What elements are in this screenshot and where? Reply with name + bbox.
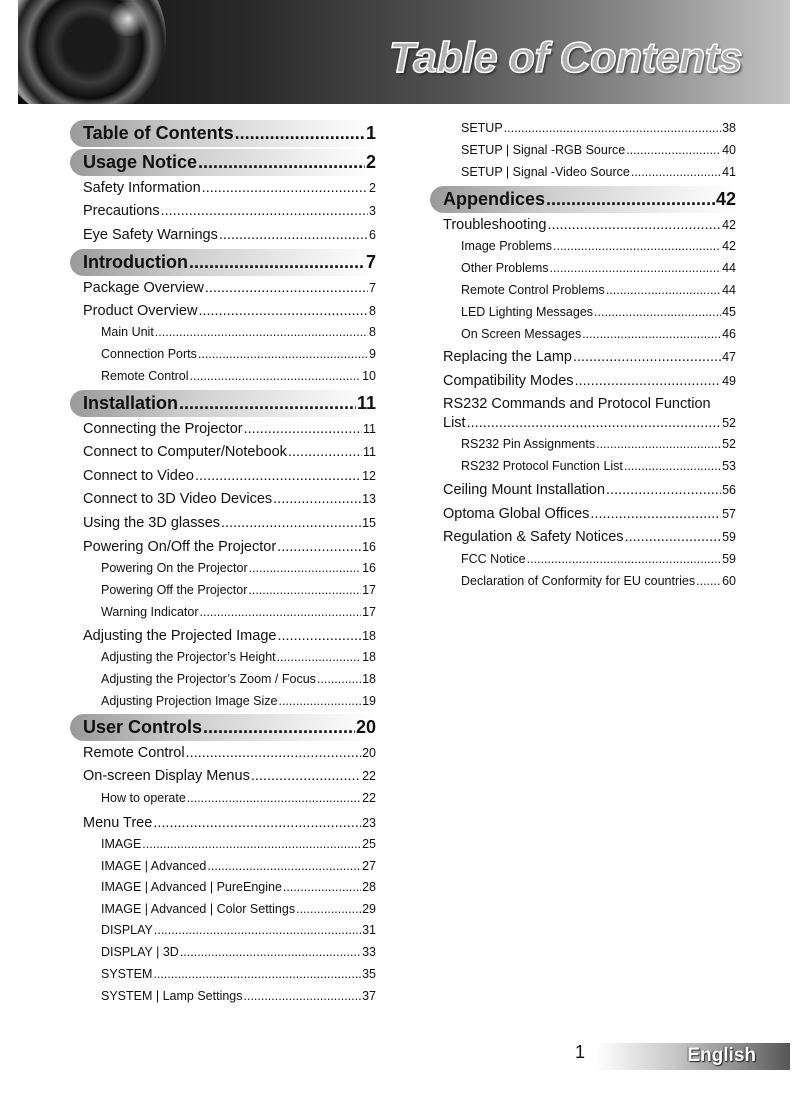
toc-entry[interactable] (101, 561, 376, 575)
toc-leader-dots (221, 515, 361, 531)
toc-entry-title: SYSTEM | Lamp Settings (101, 989, 243, 1003)
toc-leader-dots (317, 672, 361, 686)
toc-leader-dots (153, 967, 361, 981)
toc-entry-page: 22 (362, 791, 376, 805)
toc-entry-title: DISPLAY | 3D (101, 945, 179, 959)
toc-section-page: 11 (356, 393, 376, 413)
toc-leader-dots (606, 283, 721, 297)
toc-section-page: 1 (365, 123, 376, 143)
toc-entry-title: FCC Notice (461, 552, 526, 566)
toc-entry-title: Regulation & Safety Notices (443, 529, 624, 545)
toc-entry[interactable] (443, 482, 736, 498)
toc-entry[interactable] (83, 421, 376, 437)
toc-leader-dots (161, 203, 368, 219)
toc-entry[interactable] (83, 745, 376, 761)
toc-leader-dots (179, 393, 356, 414)
toc-entry[interactable] (83, 303, 376, 319)
toc-entry-page: 16 (362, 561, 376, 575)
toc-entry-page: 35 (362, 967, 376, 981)
toc-entry-page: 11 (363, 445, 376, 459)
toc-entry-page: 59 (722, 530, 736, 544)
toc-entry-page: 2 (369, 181, 376, 195)
toc-entry-title: Warning Indicator (101, 605, 199, 619)
toc-entry-title: SYSTEM (101, 967, 153, 981)
toc-entry-title: Connect to Video (83, 468, 194, 484)
toc-leader-dots (277, 650, 361, 664)
toc-entry[interactable] (101, 672, 376, 686)
toc-entry[interactable] (461, 305, 736, 319)
toc-entry-page: 60 (722, 574, 736, 588)
toc-entry-title: Connecting the Projector (83, 421, 243, 437)
toc-section-page: 7 (365, 252, 376, 272)
toc-entry-title: How to operate (101, 791, 186, 805)
toc-entry-page: 11 (363, 422, 376, 436)
toc-entry-page: 44 (722, 261, 736, 275)
toc-entry-page: 56 (722, 483, 736, 497)
toc-entry-title: SETUP | Signal -RGB Source (461, 143, 626, 157)
toc-entry-page: 8 (369, 325, 376, 339)
toc-leader-dots (626, 143, 721, 157)
toc-entry-page: 23 (362, 816, 376, 830)
toc-leader-dots (277, 539, 361, 555)
toc-entry-title: Powering Off the Projector (101, 583, 248, 597)
toc-entry[interactable] (461, 437, 736, 451)
toc-leader-dots (594, 305, 721, 319)
toc-entry[interactable] (101, 902, 376, 916)
toc-leader-dots (582, 327, 721, 341)
toc-entry-title: On-screen Display Menus (83, 768, 250, 784)
toc-leader-dots (205, 280, 368, 296)
toc-entry-title: Optoma Global Offices (443, 506, 590, 522)
toc-leader-dots (187, 791, 361, 805)
toc-entry-title: List (443, 415, 466, 431)
toc-entry[interactable] (443, 396, 736, 412)
toc-entry[interactable] (101, 967, 376, 981)
toc-leader-dots (235, 123, 365, 144)
toc-entry-page: 37 (362, 989, 376, 1003)
toc-entry-title: Remote Control (101, 369, 189, 383)
toc-entry[interactable] (83, 491, 376, 507)
toc-section-title: Installation (83, 393, 179, 413)
toc-entry-title: Connection Ports (101, 347, 197, 361)
toc-section-header[interactable] (70, 249, 376, 276)
toc-leader-dots (504, 121, 721, 135)
toc-entry-title: Adjusting the Projected Image (83, 628, 277, 644)
toc-entry-title: Main Unit (101, 325, 154, 339)
toc-entry-page: 19 (362, 694, 376, 708)
toc-leader-dots (553, 239, 721, 253)
toc-entry-title: DISPLAY (101, 923, 153, 937)
toc-entry-page: 18 (362, 672, 376, 686)
toc-leader-dots (248, 583, 361, 597)
toc-entry[interactable] (83, 768, 376, 784)
toc-entry-title: Ceiling Mount Installation (443, 482, 606, 498)
toc-entry-title: IMAGE | Advanced | PureEngine (101, 880, 282, 894)
toc-entry-continuation[interactable] (443, 415, 736, 431)
toc-leader-dots (590, 506, 721, 522)
toc-entry-title: Powering On/Off the Projector (83, 539, 277, 555)
toc-leader-dots (202, 180, 368, 196)
toc-entry[interactable] (461, 283, 736, 297)
toc-section-title: User Controls (83, 717, 203, 737)
lens-highlight (106, 2, 150, 36)
toc-entry-title: Compatibility Modes (443, 373, 574, 389)
toc-entry[interactable] (461, 143, 736, 157)
toc-entry-page: 6 (369, 228, 376, 242)
toc-entry-page: 41 (722, 165, 736, 179)
toc-leader-dots (155, 325, 368, 339)
toc-leader-dots (606, 482, 721, 498)
toc-entry[interactable] (461, 261, 736, 275)
toc-entry-page: 20 (362, 746, 376, 760)
toc-leader-dots (624, 459, 721, 473)
toc-entry[interactable] (101, 859, 376, 873)
toc-entry-page: 27 (362, 859, 376, 873)
toc-entry-title: Remote Control Problems (461, 283, 605, 297)
toc-entry-page: 3 (369, 204, 376, 218)
toc-leader-dots (153, 815, 361, 831)
toc-leader-dots (547, 217, 721, 233)
toc-entry-page: 42 (722, 218, 736, 232)
toc-entry-page: 16 (362, 540, 376, 554)
toc-entry[interactable] (443, 373, 736, 389)
toc-entry-page: 10 (362, 369, 376, 383)
toc-entry[interactable] (83, 203, 376, 219)
toc-leader-dots (249, 561, 361, 575)
toc-entry[interactable] (83, 280, 376, 296)
toc-section-header[interactable] (70, 120, 376, 147)
toc-leader-dots (180, 945, 361, 959)
toc-entry[interactable] (443, 529, 736, 545)
toc-leader-dots (296, 902, 361, 916)
toc-entry[interactable] (461, 574, 736, 588)
toc-entry[interactable] (443, 506, 736, 522)
toc-leader-dots (198, 347, 368, 361)
toc-section-header[interactable] (70, 149, 376, 176)
toc-entry[interactable] (443, 217, 736, 233)
toc-entry[interactable] (101, 325, 376, 339)
header-banner (18, 0, 790, 104)
toc-entry-title: Adjusting the Projector’s Height (101, 650, 276, 664)
toc-leader-dots (575, 373, 722, 389)
toc-leader-dots (278, 694, 361, 708)
toc-entry[interactable] (461, 552, 736, 566)
toc-entry-page: 13 (362, 492, 376, 506)
toc-entry-page: 38 (722, 121, 736, 135)
toc-entry-title: Powering On the Projector (101, 561, 248, 575)
toc-entry[interactable] (461, 459, 736, 473)
toc-entry-page: 9 (369, 347, 376, 361)
toc-entry-title: LED Lighting Messages (461, 305, 594, 319)
toc-entry[interactable] (461, 327, 736, 341)
toc-entry-page: 17 (362, 605, 376, 619)
toc-leader-dots (283, 880, 361, 894)
toc-entry-page: 25 (362, 837, 376, 851)
toc-entry-title: On Screen Messages (461, 327, 582, 341)
toc-entry-title: Product Overview (83, 303, 198, 319)
toc-entry-title: Other Problems (461, 261, 549, 275)
toc-entry-title: Package Overview (83, 280, 204, 296)
toc-entry-page: 18 (362, 650, 376, 664)
toc-entry-page: 15 (362, 516, 376, 530)
toc-entry[interactable] (83, 444, 376, 460)
footer-language-label: English (687, 1045, 756, 1066)
toc-leader-dots (198, 152, 365, 173)
toc-entry[interactable] (101, 369, 376, 383)
toc-section-page: 42 (715, 189, 736, 209)
toc-section-header[interactable] (430, 186, 736, 213)
toc-section-page: 2 (365, 152, 376, 172)
toc-entry-page: 12 (362, 469, 376, 483)
toc-leader-dots (625, 529, 722, 545)
toc-entry-page: 28 (362, 880, 376, 894)
toc-entry-page: 7 (369, 281, 376, 295)
toc-leader-dots (550, 261, 722, 275)
toc-leader-dots (467, 415, 722, 431)
toc-entry-page: 47 (722, 350, 736, 364)
toc-entry-page: 59 (722, 552, 736, 566)
toc-entry[interactable] (83, 515, 376, 531)
toc-entry-page: 46 (722, 327, 736, 341)
toc-leader-dots (189, 252, 365, 273)
toc-entry-page: 31 (362, 923, 376, 937)
toc-entry-page: 53 (722, 459, 736, 473)
toc-leader-dots (277, 628, 361, 644)
toc-section-header[interactable] (70, 390, 376, 417)
toc-entry[interactable] (101, 347, 376, 361)
toc-section-title: Appendices (443, 189, 546, 209)
toc-entry-title: Connect to 3D Video Devices (83, 491, 273, 507)
toc-entry[interactable] (101, 837, 376, 851)
toc-leader-dots (244, 421, 362, 437)
toc-entry-page: 17 (362, 583, 376, 597)
toc-entry-title: Adjusting Projection Image Size (101, 694, 278, 708)
toc-section-title: Table of Contents (83, 123, 234, 143)
toc-entry-page: 40 (722, 143, 736, 157)
toc-leader-dots (195, 468, 361, 484)
toc-entry[interactable] (83, 628, 376, 644)
toc-entry[interactable] (461, 239, 736, 253)
toc-entry-title: SETUP (461, 121, 503, 135)
toc-leader-dots (142, 837, 361, 851)
toc-entry[interactable] (101, 791, 376, 805)
toc-section-title: Usage Notice (83, 152, 198, 172)
toc-entry-title: Safety Information (83, 180, 201, 196)
toc-entry[interactable] (101, 583, 376, 597)
toc-leader-dots (527, 552, 722, 566)
toc-leader-dots (200, 605, 362, 619)
toc-entry-page: 44 (722, 283, 736, 297)
toc-leader-dots (186, 745, 362, 761)
toc-leader-dots (244, 989, 362, 1003)
toc-entry-title: Eye Safety Warnings (83, 227, 218, 243)
toc-entry-title: IMAGE (101, 837, 142, 851)
toc-entry-title: SETUP | Signal -Video Source (461, 165, 630, 179)
toc-entry-title: IMAGE | Advanced | Color Settings (101, 902, 296, 916)
toc-leader-dots (696, 574, 721, 588)
toc-entry-page: 52 (722, 416, 736, 430)
toc-leader-dots (573, 349, 721, 365)
toc-leader-dots (631, 165, 721, 179)
toc-entry[interactable] (83, 227, 376, 243)
toc-entry[interactable] (83, 180, 376, 196)
toc-entry-title: Precautions (83, 203, 160, 219)
toc-entry-title: Using the 3D glasses (83, 515, 221, 531)
toc-entry-page: 49 (722, 374, 736, 388)
toc-entry-page: 52 (722, 437, 736, 451)
toc-entry[interactable] (101, 650, 376, 664)
toc-entry-page: 22 (362, 769, 376, 783)
toc-entry-title: IMAGE | Advanced (101, 859, 207, 873)
toc-entry-title: Replacing the Lamp (443, 349, 572, 365)
toc-entry-page: 42 (722, 239, 736, 253)
toc-section-page: 20 (355, 717, 376, 737)
toc-section-header[interactable] (70, 714, 376, 741)
toc-entry-title: Adjusting the Projector’s Zoom / Focus (101, 672, 316, 686)
toc-entry[interactable] (101, 923, 376, 937)
toc-section-title: Introduction (83, 252, 188, 272)
toc-entry-title: Menu Tree (83, 815, 153, 831)
page-title: Table of Contents (388, 34, 742, 82)
toc-entry[interactable] (83, 468, 376, 484)
toc-leader-dots (251, 768, 361, 784)
toc-entry-title: Connect to Computer/Notebook (83, 444, 287, 460)
toc-entry[interactable] (443, 349, 736, 365)
toc-entry[interactable] (101, 945, 376, 959)
toc-entry[interactable] (101, 694, 376, 708)
toc-entry-title: RS232 Commands and Protocol Function (443, 396, 711, 412)
toc-leader-dots (207, 859, 361, 873)
toc-entry-page: 45 (722, 305, 736, 319)
toc-entry-page: 8 (369, 304, 376, 318)
toc-entry-page: 29 (362, 902, 376, 916)
toc-entry[interactable] (461, 121, 736, 135)
toc-entry-title: Remote Control (83, 745, 185, 761)
toc-entry[interactable] (83, 815, 376, 831)
toc-entry[interactable] (101, 989, 376, 1003)
toc-entry-page: 33 (362, 945, 376, 959)
toc-entry-page: 57 (722, 507, 736, 521)
toc-leader-dots (219, 227, 368, 243)
toc-entry-title: Troubleshooting (443, 217, 547, 233)
toc-entry[interactable] (461, 165, 736, 179)
toc-leader-dots (154, 923, 361, 937)
toc-leader-dots (273, 491, 361, 507)
toc-entry-title: RS232 Protocol Function List (461, 459, 623, 473)
toc-leader-dots (288, 444, 362, 460)
toc-entry-title: RS232 Pin Assignments (461, 437, 596, 451)
toc-leader-dots (190, 369, 362, 383)
toc-entry[interactable] (83, 539, 376, 555)
toc-leader-dots (596, 437, 721, 451)
page-number: 1 (575, 1042, 586, 1062)
toc-entry[interactable] (101, 605, 376, 619)
toc-leader-dots (203, 717, 355, 738)
toc-leader-dots (546, 189, 715, 210)
toc-entry-title: Declaration of Conformity for EU countries (461, 574, 696, 588)
toc-entry-title: Image Problems (461, 239, 553, 253)
toc-entry[interactable] (101, 880, 376, 894)
toc-entry-page: 18 (362, 629, 376, 643)
toc-leader-dots (198, 303, 368, 319)
